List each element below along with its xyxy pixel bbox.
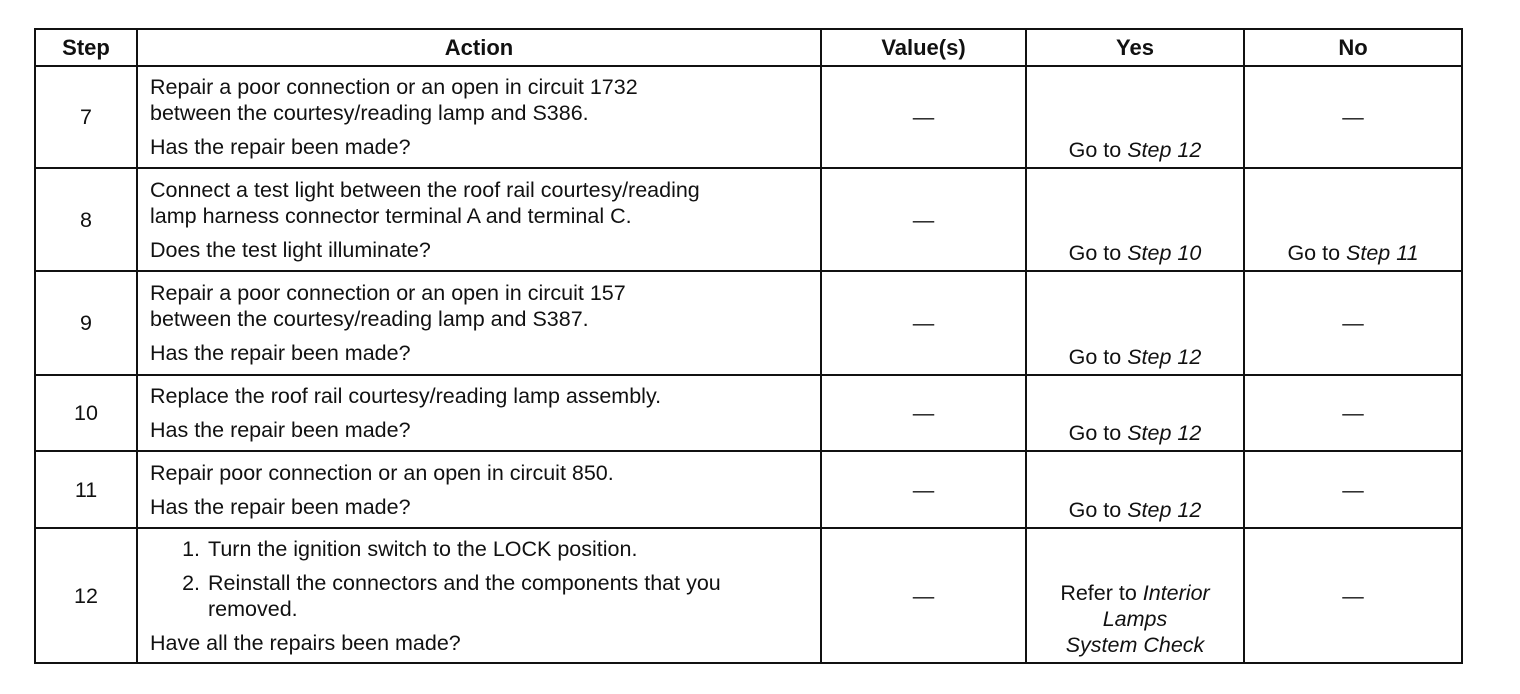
step-number: 11: [35, 451, 137, 528]
action-cell: [137, 168, 821, 271]
table-row: [35, 168, 1462, 271]
no-step-ref: Step 11: [1346, 241, 1419, 265]
step-number: 10: [35, 375, 137, 451]
yes-ref-part: System Check: [1065, 633, 1205, 657]
yes-cell: [1026, 528, 1244, 663]
action-list-item: 2. Reinstall the connectors and the components that you removed.: [206, 570, 810, 622]
yes-prefix: Go to: [1068, 421, 1128, 445]
value-cell: —: [821, 66, 1026, 168]
action-cell: [137, 66, 821, 168]
action-question: Does the test light illuminate?: [150, 237, 431, 262]
action-cell: [137, 451, 821, 528]
value-cell: —: [821, 451, 1026, 528]
yes-ref-part: Interior: [1142, 581, 1210, 605]
yes-prefix: Go to: [1068, 498, 1128, 522]
action-question: Has the repair been made?: [150, 341, 411, 365]
header-step: Step: [35, 29, 137, 66]
yes-cell: [1026, 375, 1244, 451]
step-number: 9: [35, 271, 137, 375]
action-line: Replace the roof rail courtesy/reading lamp assembly.: [150, 384, 662, 408]
header-no: No: [1244, 29, 1462, 66]
value-cell: —: [821, 168, 1026, 271]
header-values: Value(s): [821, 29, 1026, 66]
action-question: Has the repair been made?: [150, 135, 411, 159]
step-number: 8: [35, 168, 137, 271]
action-step-list: [150, 536, 810, 622]
no-cell: —: [1244, 66, 1462, 168]
action-line: Repair a poor connection or an open in circuit 1732: [150, 75, 638, 99]
yes-step-ref: Step 12: [1127, 498, 1202, 522]
yes-prefix: Refer to: [1060, 581, 1143, 605]
no-cell: —: [1244, 451, 1462, 528]
action-line: lamp harness connector terminal A and terminal C.: [150, 203, 632, 228]
yes-prefix: Go to: [1068, 138, 1128, 162]
action-question: Has the repair been made?: [150, 494, 411, 519]
table-row: [35, 66, 1462, 168]
value-cell: —: [821, 528, 1026, 663]
yes-cell: [1026, 271, 1244, 375]
yes-step-ref: Step 10: [1127, 241, 1202, 265]
step-number: 12: [35, 528, 137, 663]
action-line: Repair a poor connection or an open in circuit 157: [150, 281, 626, 305]
table-row: [35, 375, 1462, 451]
yes-ref-part: Lamps: [1102, 607, 1168, 631]
value-cell: —: [821, 271, 1026, 375]
step-number: 7: [35, 66, 137, 168]
yes-cell: [1026, 66, 1244, 168]
diagnostic-table: [34, 28, 1463, 664]
action-cell: [137, 271, 821, 375]
no-cell: —: [1244, 271, 1462, 375]
action-list-item: 1. Turn the ignition switch to the LOCK position.: [206, 536, 810, 562]
action-question: Have all the repairs been made?: [150, 630, 461, 655]
header-row: [35, 29, 1462, 66]
action-line: Repair poor connection or an open in circuit 850.: [150, 460, 614, 485]
value-cell: —: [821, 375, 1026, 451]
yes-prefix: Go to: [1068, 241, 1128, 265]
yes-step-ref: Step 12: [1127, 138, 1202, 162]
table-row: [35, 451, 1462, 528]
yes-cell: [1026, 168, 1244, 271]
action-question: Has the repair been made?: [150, 418, 411, 442]
action-line: between the courtesy/reading lamp and S386.: [150, 101, 589, 125]
no-prefix: Go to: [1287, 241, 1347, 265]
no-cell: [1244, 168, 1462, 271]
table-row: [35, 528, 1462, 663]
yes-step-ref: Step 12: [1127, 345, 1202, 369]
action-line: between the courtesy/reading lamp and S387.: [150, 307, 589, 331]
action-cell: [137, 375, 821, 451]
table-row: [35, 271, 1462, 375]
header-action: Action: [137, 29, 821, 66]
no-cell: —: [1244, 375, 1462, 451]
yes-prefix: Go to: [1068, 345, 1128, 369]
action-line: Connect a test light between the roof rail courtesy/reading: [150, 177, 700, 202]
yes-cell: [1026, 451, 1244, 528]
header-yes: Yes: [1026, 29, 1244, 66]
no-cell: —: [1244, 528, 1462, 663]
yes-step-ref: Step 12: [1127, 421, 1202, 445]
action-cell: [137, 528, 821, 663]
